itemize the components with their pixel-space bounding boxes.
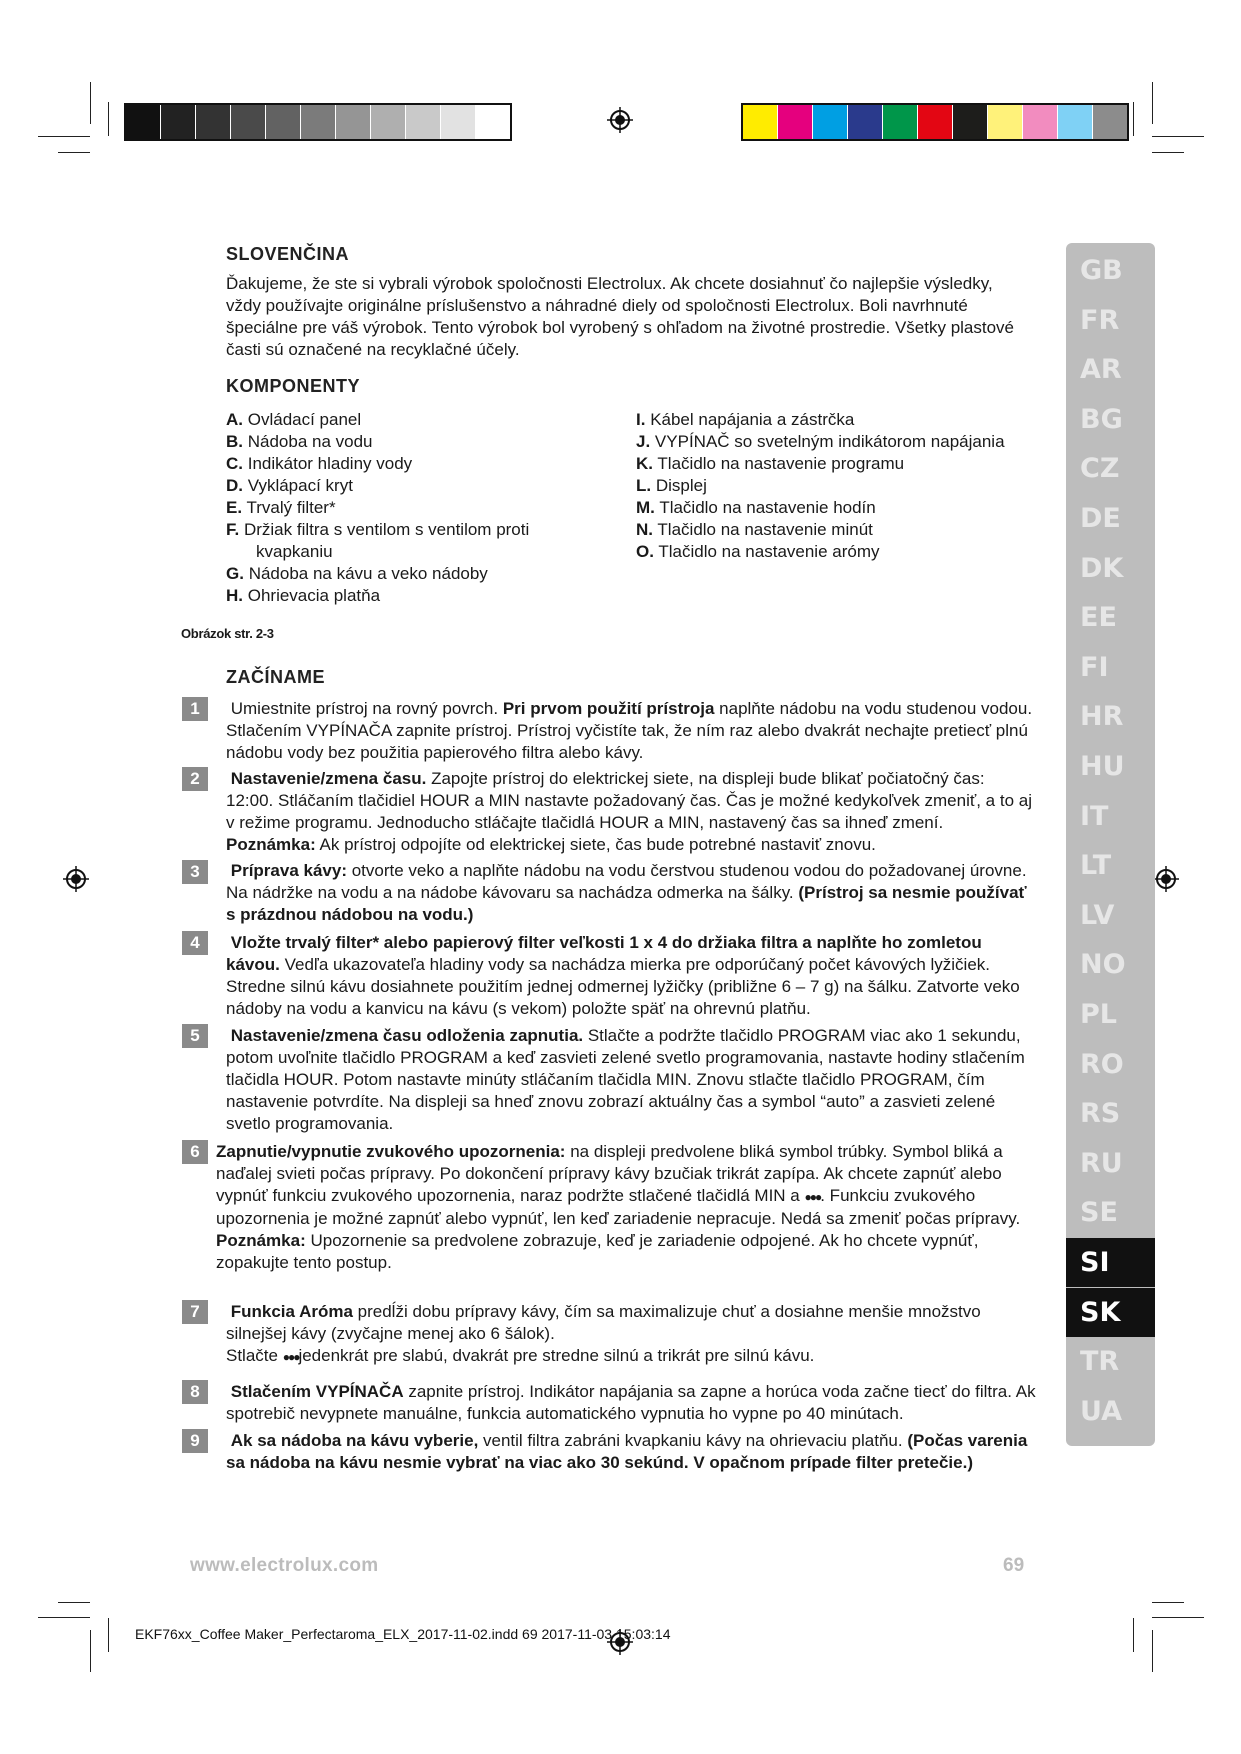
step-4-text xyxy=(226,932,1036,1020)
crop-mark xyxy=(90,1630,91,1672)
step-bold: Príprava kávy: xyxy=(230,861,347,880)
step-bold: Nastavenie/zmena času. xyxy=(230,769,427,788)
component-item xyxy=(226,497,626,519)
language-heading: SLOVENČINA xyxy=(226,244,350,264)
component-key: E. xyxy=(226,498,243,517)
component-key: N. xyxy=(636,520,653,539)
component-item xyxy=(636,431,1036,453)
component-label: Ohrievacia platňa xyxy=(247,586,381,605)
component-key: F. xyxy=(226,520,240,539)
color-swatch xyxy=(336,105,371,139)
print-slug xyxy=(135,1626,670,1642)
language-tab-cz[interactable]: CZ xyxy=(1080,453,1120,485)
crop-mark xyxy=(1152,152,1184,153)
language-tab-se[interactable]: SE xyxy=(1080,1197,1118,1229)
grayscale-color-bar xyxy=(124,103,512,141)
language-tab-hu[interactable]: HU xyxy=(1080,751,1125,782)
crop-mark xyxy=(1133,102,1134,136)
step-number-badge: 7 xyxy=(182,1300,208,1324)
color-swatch xyxy=(883,105,918,139)
step-number-badge: 6 xyxy=(182,1140,208,1164)
component-label: Tlačidlo na nastavenie minút xyxy=(657,520,873,539)
language-tab-no[interactable]: NO xyxy=(1080,949,1126,981)
component-item xyxy=(226,541,626,563)
crop-mark xyxy=(108,102,109,136)
language-tab-fi[interactable]: FI xyxy=(1080,651,1109,683)
crop-mark xyxy=(38,1617,90,1618)
language-tab-it[interactable]: IT xyxy=(1080,800,1109,832)
component-key: C. xyxy=(226,454,243,473)
color-swatch xyxy=(813,105,848,139)
component-label: Tlačidlo na nastavenie programu xyxy=(657,454,905,473)
component-label: Kábel napájania a zástrčka xyxy=(650,410,855,429)
step-text: Umiestnite prístroj na rovný povrch. xyxy=(230,699,503,718)
language-tab-ru[interactable]: RU xyxy=(1080,1147,1123,1179)
step-bold: Pri prvom použití prístroja xyxy=(502,699,715,718)
step-bold: (Počas varenia sa nádoba na kávu nesmie vybrať na viac ako 30 sekúnd. V opačnom prípade filter pretečie.) xyxy=(226,1431,1028,1472)
registration-mark-icon xyxy=(1153,866,1179,892)
step-bold: Vložte trvalý filter* alebo papierový filter veľkosti 1 x 4 do držiaka filtra a naplňte ho zomletou kávou. xyxy=(226,933,982,974)
component-key: M. xyxy=(636,498,655,517)
component-item xyxy=(636,475,1036,497)
slug-date: 2017-11-03 15:03:14 xyxy=(541,1626,671,1642)
color-swatch xyxy=(778,105,813,139)
component-item xyxy=(636,409,1036,431)
step-number-badge: 9 xyxy=(182,1429,208,1453)
component-key: D. xyxy=(226,476,243,495)
aroma-symbol-icon: ●●● xyxy=(804,1190,821,1204)
crop-mark xyxy=(1133,1618,1134,1652)
crop-mark xyxy=(58,152,90,153)
step-5-text xyxy=(226,1025,1036,1135)
step-9-text xyxy=(226,1430,1036,1474)
color-swatch xyxy=(1023,105,1058,139)
step-bold: Funkcia Aróma xyxy=(230,1302,353,1321)
component-item xyxy=(636,497,1036,519)
process-color-bar xyxy=(741,103,1129,141)
component-item xyxy=(636,541,1036,563)
components-list-left xyxy=(226,409,626,607)
component-item xyxy=(226,453,626,475)
language-tab-sk[interactable]: SK xyxy=(1066,1288,1155,1337)
component-key: B. xyxy=(226,432,243,451)
color-swatch xyxy=(743,105,778,139)
color-swatch xyxy=(371,105,406,139)
language-tab-ro[interactable]: RO xyxy=(1080,1048,1124,1080)
color-swatch xyxy=(231,105,266,139)
step-text: . Funkciu zvukového upozornenia je možné zapnúť alebo vypnúť, len keď zariadenie nepracuje. Nedá sa zmeniť počas prípravy. xyxy=(216,1186,1021,1228)
language-tab-ar[interactable]: AR xyxy=(1080,354,1122,386)
registration-mark-icon xyxy=(607,107,633,133)
component-key: L. xyxy=(636,476,652,495)
language-tab-fr[interactable]: FR xyxy=(1080,304,1120,336)
language-tab-rs[interactable]: RS xyxy=(1080,1098,1121,1130)
color-swatch xyxy=(988,105,1023,139)
component-key: A. xyxy=(226,410,243,429)
component-label: Tlačidlo na nastavenie hodín xyxy=(659,498,876,517)
step-8-text xyxy=(226,1381,1036,1425)
language-tab-si[interactable]: SI xyxy=(1066,1238,1155,1287)
start-heading: ZAČÍNAME xyxy=(226,667,325,687)
color-swatch xyxy=(161,105,196,139)
color-swatch xyxy=(406,105,441,139)
step-text: predĺži dobu prípravy kávy, čím sa maximalizuje chuť a dosiahne menšie množstvo silnejšej kávy (zvyčajne menej ako 6 šálok). xyxy=(226,1302,981,1343)
step-bold: Ak sa nádoba na kávu vyberie, xyxy=(230,1431,479,1450)
component-key: K. xyxy=(636,454,653,473)
color-swatch xyxy=(1058,105,1093,139)
component-label: Trvalý filter* xyxy=(246,498,336,517)
step-2-text xyxy=(226,768,1036,856)
language-tab-pl[interactable]: PL xyxy=(1080,999,1117,1030)
note-text: Ak prístroj odpojíte od elektrickej siete, čas bude potrebné nastaviť znovu. xyxy=(315,835,876,854)
crop-mark xyxy=(1152,1602,1184,1603)
language-tab-lv[interactable]: LV xyxy=(1080,899,1115,931)
step-number-badge: 8 xyxy=(182,1380,208,1404)
language-tab-gb[interactable]: GB xyxy=(1080,255,1123,286)
crop-mark xyxy=(58,1602,90,1603)
language-tab-bg[interactable]: BG xyxy=(1080,403,1123,435)
component-label: Ovládací panel xyxy=(247,410,362,429)
note-label: Poznámka: xyxy=(216,1231,306,1250)
step-number-badge: 2 xyxy=(182,767,208,791)
component-label: Nádoba na kávu a veko nádoby xyxy=(248,564,488,583)
color-swatch xyxy=(266,105,301,139)
component-key: I. xyxy=(636,410,646,429)
step-number-badge: 4 xyxy=(182,931,208,955)
step-text: Vedľa ukazovateľa hladiny vody sa nachádza mierka pre odporúčaný počet kávových lyžičiek. Stredne silnú kávu dosiahnete použitím jednej odmernej lyžičky (približne 6 – 7 g) na šálku. Zatvorte veko nádoby na vodu a kanvicu na kávu (s vekom) položte späť na ohrevnú platňu. xyxy=(226,955,1020,1018)
step-text: ventil filtra zabráni kvapkaniu kávy na ohrievaciu platňu. xyxy=(478,1431,908,1450)
component-key: H. xyxy=(226,586,243,605)
component-label: Indikátor hladiny vody xyxy=(247,454,413,473)
color-swatch xyxy=(476,105,510,139)
color-swatch xyxy=(953,105,988,139)
language-tab-de[interactable]: DE xyxy=(1080,503,1121,534)
language-tab-tr[interactable]: TR xyxy=(1080,1346,1120,1378)
step-7-text xyxy=(226,1301,1036,1368)
step-text: otvorte veko a naplňte nádobu na vodu čerstvou studenou vodou do požadovanej úrovne. Na nádržke na vodu a na nádobe kávovaru sa nachádza odmerka na šálky. xyxy=(226,861,1027,902)
note-label: Poznámka: xyxy=(226,835,316,854)
step-6-text xyxy=(216,1141,1026,1274)
component-key: J. xyxy=(636,432,651,451)
crop-mark xyxy=(90,82,91,124)
step-text: Zapojte prístroj do elektrickej siete, na displeji bude blikať počiatočný čas: 12:00. Stláčaním tlačidiel HOUR a MIN nastavte požadovaný čas. Čas je možné kedykoľvek zmeniť, a to aj v režime programu. Jednoducho stláčajte tlačidlá HOUR a MIN, nastavený čas sa ihneď zmení. xyxy=(226,769,1032,832)
component-label: Nádoba na vodu xyxy=(247,432,373,451)
component-key: O. xyxy=(636,542,654,561)
intro-paragraph: Ďakujeme, že ste si vybrali výrobok spoločnosti Electrolux. Ak chcete dosiahnuť čo najlepšie výsledky, vždy používajte originálne príslušenstvo a náhradné diely od spoločnosti Electrolux. Boli navrhnuté špeciálne pre váš výrobok. Tento výrobok bol vyrobený s ohľadom na životné prostredie. Všetky plastové časti sú označené na recyklačné účely. xyxy=(226,274,1015,359)
registration-mark-icon xyxy=(63,866,89,892)
component-item xyxy=(226,585,626,607)
component-label: Vyklápací kryt xyxy=(247,476,353,495)
component-label: Držiak filtra s ventilom s ventilom proti xyxy=(243,520,530,539)
component-item xyxy=(636,453,1036,475)
component-item xyxy=(636,519,1036,541)
language-tab-ua[interactable]: UA xyxy=(1080,1395,1122,1427)
component-item xyxy=(226,475,626,497)
component-label: Tlačidlo na nastavenie arómy xyxy=(658,542,880,561)
step-text: Stlačte xyxy=(226,1346,283,1365)
color-swatch xyxy=(441,105,476,139)
step-bold: Stlačením VYPÍNAČA xyxy=(230,1382,404,1401)
footer-url: www.electrolux.com xyxy=(190,1555,379,1576)
color-swatch xyxy=(126,105,161,139)
components-list-right xyxy=(636,409,1036,563)
crop-mark xyxy=(108,1618,109,1652)
language-tab-ee[interactable]: EE xyxy=(1080,602,1117,634)
component-label: Displej xyxy=(655,476,707,495)
color-swatch xyxy=(1093,105,1127,139)
component-item xyxy=(226,563,626,585)
step-text: na displeji predvolene bliká symbol trúbky. Symbol bliká a naďalej svieti počas prípravy. Po dokončení prípravy kávy bzučiak trikrát zapípa. Ak chcete zapnúť alebo vypnúť funkciu zvukového upozornenia, naraz podržte stlačené tlačidlá MIN a xyxy=(216,1142,1003,1205)
component-item xyxy=(226,431,626,453)
step-bold: (Prístroj sa nesmie používať s prázdnou nádobou na vodu.) xyxy=(226,883,1027,924)
language-tab-lt[interactable]: LT xyxy=(1080,850,1112,882)
crop-mark xyxy=(1152,136,1204,137)
component-item xyxy=(226,409,626,431)
step-text: jedenkrát pre slabú, dvakrát pre stredne silnú a trikrát pre silnú kávu. xyxy=(298,1346,815,1365)
step-number-badge: 5 xyxy=(182,1024,208,1048)
crop-mark xyxy=(1152,82,1153,124)
step-bold: Nastavenie/zmena času odloženia zapnutia. xyxy=(230,1026,584,1045)
page-number: 69 xyxy=(1003,1555,1025,1576)
slug-file: EKF76xx_Coffee Maker_Perfectaroma_ELX_2017-11-02.indd 69 xyxy=(135,1626,538,1642)
language-tab-dk[interactable]: DK xyxy=(1080,552,1124,584)
note-text: Upozornenie sa predvolene zobrazuje, keď je zariadenie odpojené. Ak ho chcete vypnúť, zopakujte tento postup. xyxy=(216,1231,979,1272)
aroma-symbol-icon: ●●● xyxy=(282,1350,299,1364)
component-key: G. xyxy=(226,564,244,583)
step-bold: Zapnutie/vypnutie zvukového upozornenia: xyxy=(216,1142,566,1161)
step-number-badge: 1 xyxy=(182,697,208,721)
component-item xyxy=(226,519,626,541)
crop-mark xyxy=(38,136,90,137)
component-label: kvapkaniu xyxy=(256,542,333,561)
components-heading: KOMPONENTY xyxy=(226,376,361,396)
step-text: naplňte nádobu na vodu studenou vodou. Stlačením VYPÍNAČA zapnite prístroj. Prístroj vyčistíte tak, že ním raz alebo dvakrát nechajte pretiecť plnú nádobu vody bez použitia papierového filtra alebo kávy. xyxy=(226,699,1033,762)
step-1-text xyxy=(226,698,1036,764)
figure-reference: Obrázok str. 2-3 xyxy=(181,626,274,641)
color-swatch xyxy=(918,105,953,139)
step-text: zapnite prístroj. Indikátor napájania sa zapne a horúca voda začne tiecť do filtra. Ak spotrebič nevypnete manuálne, funkcia automatického vypnutia ho vypne po 40 minútach. xyxy=(226,1382,1036,1423)
step-text: Stlačte a podržte tlačidlo PROGRAM viac ako 1 sekundu, potom uvoľnite tlačidlo PROGRAM a keď zasvieti zelené svetlo programovania, nastavte hodiny stlačením tlačidla HOUR. Potom nastavte minúty stláčaním tlačidla MIN. Znovu stlačte tlačidlo PROGRAM, čím nastavenie potvrdíte. Na displeji sa hneď znovu zobrazí aktuálny čas a symbol “auto” a zasvieti zelené svetlo programovania. xyxy=(226,1026,1025,1133)
component-label: VYPÍNAČ so svetelným indikátorom napájania xyxy=(654,432,1005,451)
color-swatch xyxy=(196,105,231,139)
language-tab-hr[interactable]: HR xyxy=(1080,701,1124,733)
crop-mark xyxy=(1152,1630,1153,1672)
color-swatch xyxy=(848,105,883,139)
step-number-badge: 3 xyxy=(182,860,208,884)
crop-mark xyxy=(1152,1617,1204,1618)
step-3-text xyxy=(226,860,1036,926)
color-swatch xyxy=(301,105,336,139)
